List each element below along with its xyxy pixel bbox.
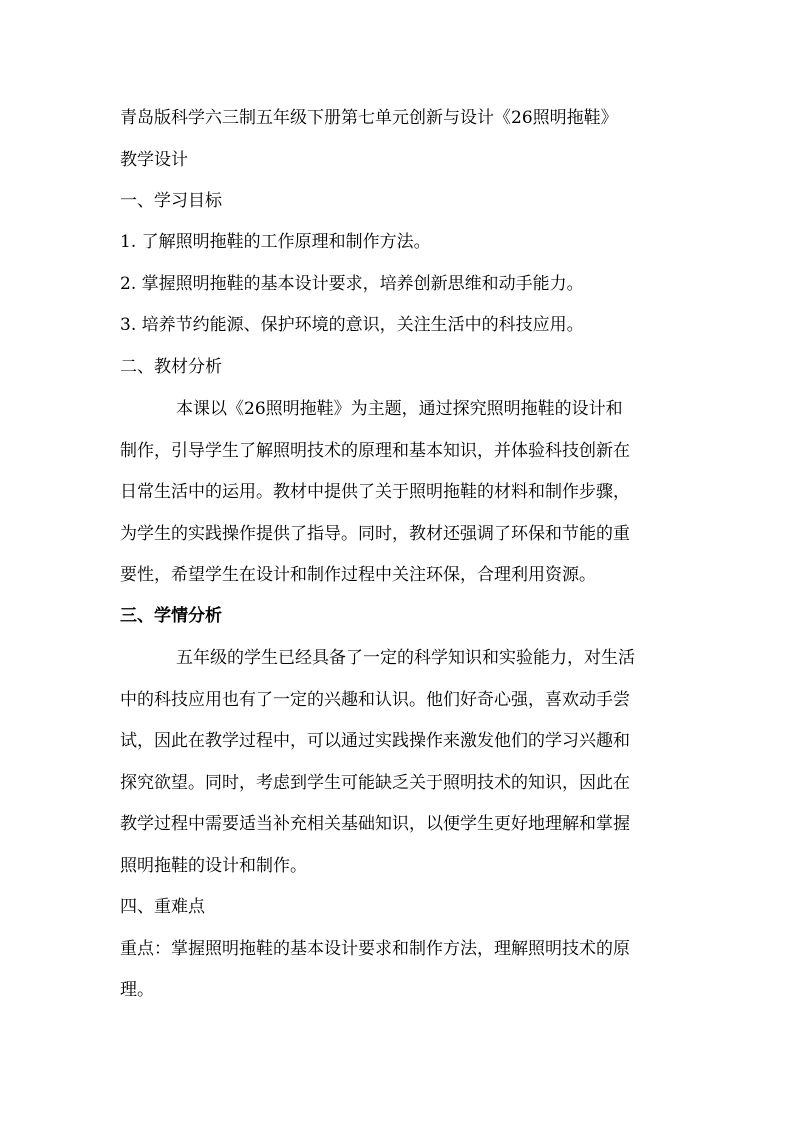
paragraph-line: 为学生的实践操作提供了指导。同时，教材还强调了环保和节能的重 — [120, 524, 630, 544]
paragraph-line: 重点：掌握照明拖鞋的基本设计要求和制作方法，理解照明技术的原 — [120, 939, 630, 959]
section-heading-learning-goals: 一、学习目标 — [120, 191, 222, 211]
paragraph-line: 五年级的学生已经具备了一定的科学知识和实验能力，对生活 — [176, 648, 635, 668]
paragraph-line: 日常生活中的运用。教材中提供了关于照明拖鞋的材料和制作步骤， — [120, 482, 630, 502]
document-title-line-1: 青岛版科学六三制五年级下册第七单元创新与设计《26照明拖鞋》 — [120, 108, 618, 128]
paragraph-line: 照明拖鞋的设计和制作。 — [120, 856, 307, 876]
paragraph-line: 探究欲望。同时，考虑到学生可能缺乏关于照明技术的知识，因此在 — [120, 773, 630, 793]
section-heading-textbook-analysis: 二、教材分析 — [120, 357, 222, 377]
paragraph-line: 教学过程中需要适当补充相关基础知识，以便学生更好地理解和掌握 — [120, 814, 630, 834]
paragraph-line: 要性，希望学生在设计和制作过程中关注环保，合理利用资源。 — [120, 565, 596, 585]
goal-item-2: 2. 掌握照明拖鞋的基本设计要求，培养创新思维和动手能力。 — [120, 274, 584, 294]
paragraph-line: 理。 — [120, 980, 154, 1000]
paragraph-line: 本课以《26照明拖鞋》为主题，通过探究照明拖鞋的设计和 — [176, 399, 623, 419]
goal-item-3: 3. 培养节约能源、保护环境的意识，关注生活中的科技应用。 — [120, 315, 584, 335]
section-heading-student-analysis: 三、学情分析 — [120, 606, 222, 626]
paragraph-line: 制作，引导学生了解照明技术的原理和基本知识，并体验科技创新在 — [120, 441, 630, 461]
paragraph-line: 中的科技应用也有了一定的兴趣和认识。他们好奇心强，喜欢动手尝 — [120, 690, 630, 710]
document-title-line-2: 教学设计 — [120, 150, 188, 170]
section-heading-key-points: 四、重难点 — [120, 897, 205, 917]
paragraph-line: 试，因此在教学过程中，可以通过实践操作来激发他们的学习兴趣和 — [120, 731, 630, 751]
goal-item-1: 1. 了解照明拖鞋的工作原理和制作方法。 — [120, 232, 431, 252]
